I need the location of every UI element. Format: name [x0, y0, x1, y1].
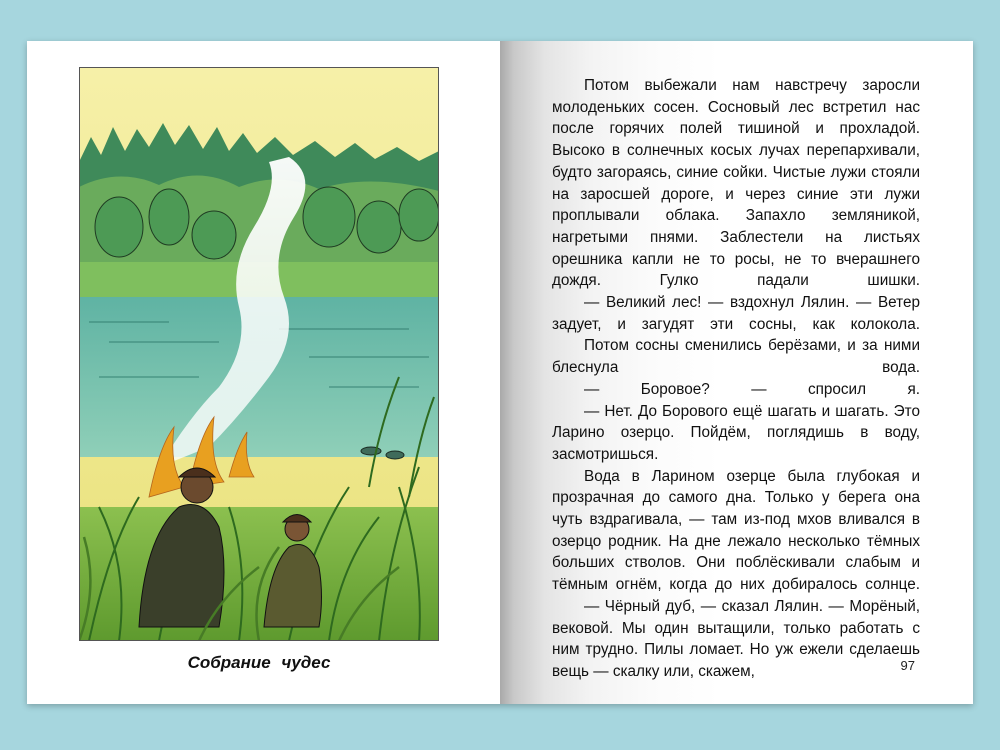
illustration-caption: Собрание чудес — [187, 653, 331, 672]
open-book — [27, 41, 973, 704]
paragraph: — Нет. До Борового ещё шагать и шагать. Это Ларино озерцо. Пойдём, поглядишь в воду, засмотришься. — [552, 402, 920, 463]
right-page — [500, 41, 973, 704]
left-page — [27, 41, 500, 704]
paragraph: — Чёрный дуб, — сказал Лялин. — Морёный, вековой. Мы один вытащили, только работать с ним трудно. Пилы ломает. Но уж ежели сделаешь вещь — скалку или, скажем, — [552, 597, 920, 680]
paragraph: Потом выбежали нам навстречу заросли молоденьких сосен. Сосновый лес встретил нас после горячих полей тишиной и прохладой. Высоко в солнечных косых лучах перепархивали, будто загораясь, синие сойки. Чистые лужи стояли на заросшей дороге, и через синие эти лужи проплывали облака. Запахло земляникой, нагретыми пнями. Заблестели на листьях орешника капли не то росы, не то вчерашнего дождя. Гулко падали шишки. — [552, 77, 920, 290]
page-number: 97 — [900, 658, 915, 673]
paragraph: — Великий лес! — вздохнул Лялин. — Ветер задует, и загудят эти сосны, как колокола. — [552, 294, 920, 333]
paragraph: Вода в Ларином озерце была глубокая и прозрачная до самого дна. Только у берега она чуть вздрагивала, — там из-под мхов вливался в озерцо родник. На дне лежало несколько тёмных больших стволов. Они поблёскивали слабым и тёмным огнём, когда до них добиралось солнце. — [552, 467, 920, 594]
paragraph: — Боровое? — спросил я. — [584, 380, 920, 398]
story-text — [552, 75, 920, 683]
forest-lake-illustration — [79, 67, 439, 641]
paragraph: Потом сосны сменились берёзами, и за ними блеснула вода. — [552, 337, 920, 377]
